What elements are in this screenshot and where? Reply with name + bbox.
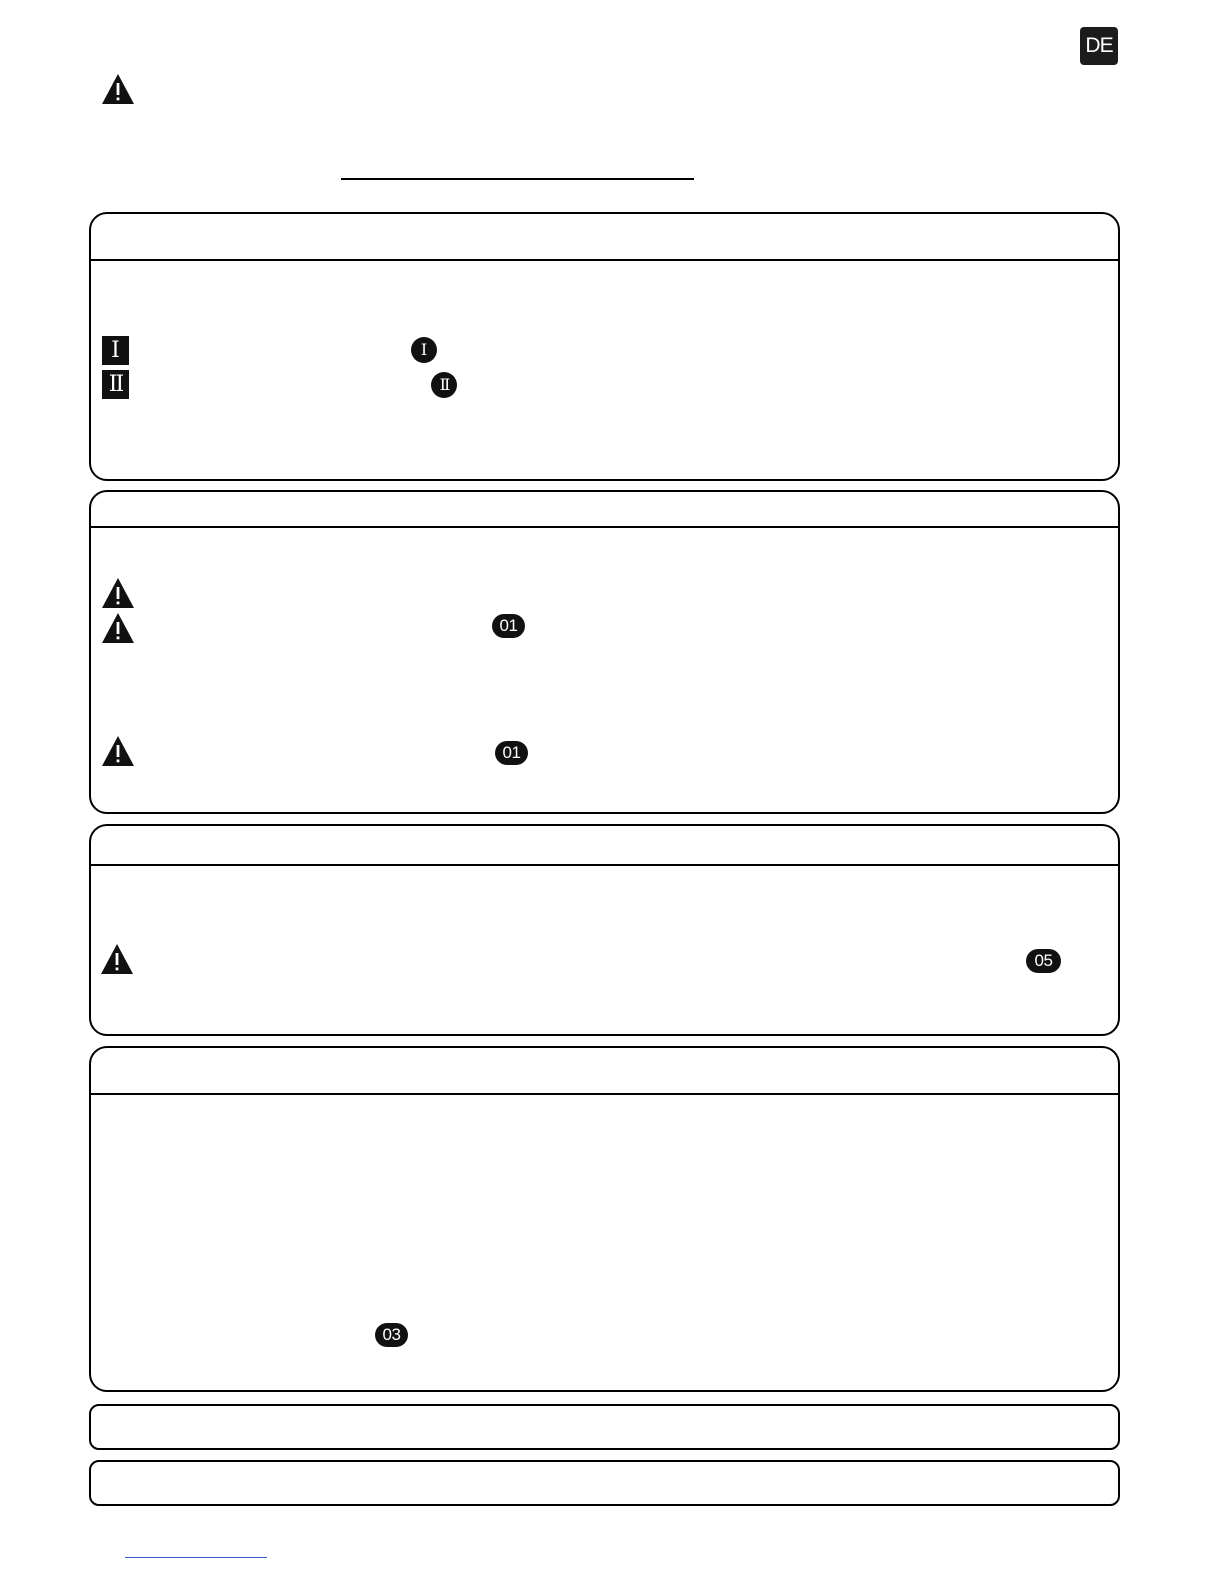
language-badge: DE [1080,27,1118,65]
section-3-header [91,826,1118,866]
section-panel-3 [89,824,1120,1036]
marker-square-2: II [102,370,129,399]
section-4-header [91,1048,1118,1095]
section-panel-5 [89,1404,1120,1450]
section-panel-6 [89,1460,1120,1506]
warning-icon [101,735,135,767]
section-2-header [91,492,1118,528]
warning-icon [101,612,135,644]
footer-link-underline[interactable] [125,1557,267,1558]
reference-badge: 01 [492,614,525,638]
reference-badge: 05 [1026,949,1061,973]
reference-badge: 03 [375,1323,408,1347]
title-underline [341,178,694,180]
section-1-header [91,214,1118,261]
warning-icon [100,943,134,975]
section-panel-4 [89,1046,1120,1392]
reference-badge: 01 [495,741,528,765]
section-panel-2 [89,490,1120,814]
warning-icon [101,73,135,105]
marker-circle-1: I [411,337,437,363]
marker-circle-2: II [431,372,457,398]
section-panel-1 [89,212,1120,481]
marker-square-1: I [102,336,129,365]
warning-icon [101,577,135,609]
